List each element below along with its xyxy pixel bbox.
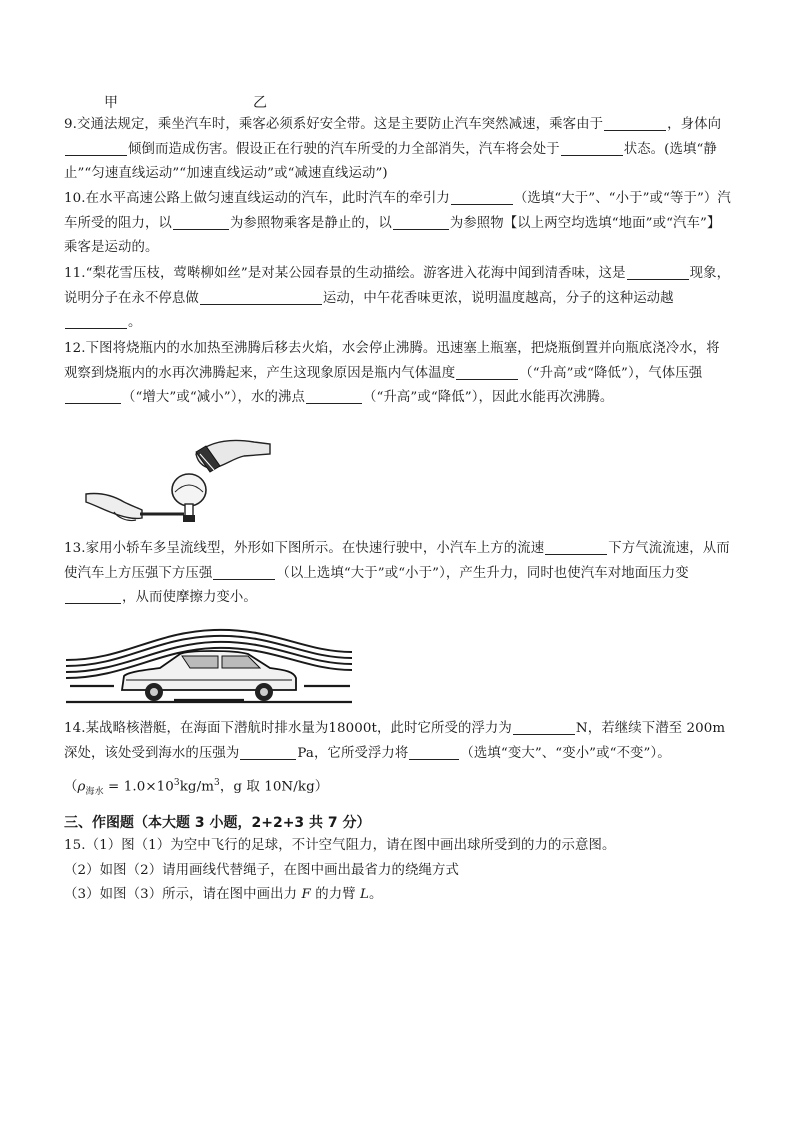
holding-hand-icon	[86, 493, 184, 520]
answer-blank[interactable]	[65, 587, 121, 604]
section-title: 三、作图题（本大题 3 小题，2+2+3 共 7 分）	[64, 815, 371, 831]
flask-cooling-figure	[84, 432, 274, 527]
caption-right: 乙	[253, 95, 267, 111]
answer-blank[interactable]	[200, 288, 322, 305]
question-12: 12.下图将烧瓶内的水加热至沸腾后移去火焰，水会停止沸腾。迅速塞上瓶塞，把烧瓶倒置并向瓶底浇冷水，将观察到烧瓶内的水再次沸腾起来，产生这现象原因是瓶内气体温度 （“升高”或“降低”），气体压强（“增大”或“减小”），水的沸点 （“升高”或“降低”），因此水能再次沸腾。	[64, 341, 720, 405]
answer-blank[interactable]	[213, 563, 275, 580]
answer-blank[interactable]	[65, 139, 127, 156]
answer-blank[interactable]	[456, 363, 518, 380]
answer-blank[interactable]	[545, 538, 607, 555]
answer-blank[interactable]	[409, 743, 459, 760]
question-15: 15.（1）图（1）为空中飞行的足球，不计空气阻力，请在图中画出球所受到的力的示意图。 （2）如图（2）请用画线代替绳子，在图中画出最省力的绕绳方式 （3）如图（3）所示，请在图中画出力 F 的力臂 L。	[64, 838, 616, 902]
question-10: 10.在水平高速公路上做匀速直线运动的汽车，此时汽车的牵引力 （选填“大于”、“小于”或“等于”）汽车所受的阻力，以 为参照物乘客是静止的，以 为参照物【以上两空均选填“地面”或“汽车”】乘客是运动的。	[64, 187, 732, 261]
pouring-hand-icon	[196, 441, 270, 473]
answer-blank[interactable]	[513, 718, 575, 735]
answer-blank[interactable]	[393, 213, 449, 230]
question-11: 11.“梨花雪压枝，莺啭柳如丝”是对某公园春景的生动描绘。游客进入花海中闻到清香味，这是 现象，说明分子在永不停息做 运动，中午花香味更浓，说明温度越高，分子的这种运动越。	[64, 262, 732, 336]
question-9: 9.交通法规定，乘坐汽车时，乘客必须系好安全带。这是主要防止汽车突然减速，乘客由于 ，身体向倾倒而造成伤害。假设正在行驶的汽车所受的力全部消失，汽车将会处于 状态。(选填“静止”“匀速直线运动”“加速直线运动”或“减速直线运动”)	[64, 113, 732, 187]
car-icon	[122, 651, 296, 701]
answer-blank[interactable]	[627, 263, 689, 280]
answer-blank[interactable]	[561, 139, 623, 156]
question-14-given: （$\rho_{海水} = 1.0\times 10^3kg/m^3$，g 取 10N/kg）	[64, 778, 329, 798]
answer-blank[interactable]	[173, 213, 229, 230]
answer-blank[interactable]	[65, 387, 121, 404]
answer-blank[interactable]	[306, 387, 362, 404]
answer-blank[interactable]	[240, 743, 296, 760]
car-airflow-figure	[64, 622, 354, 706]
question-14: 14.某战略核潜艇，在海面下潜航时排水量为18000t，此时它所受的浮力为 N，若继续下潜至 200m 深处，该处受到海水的压强为 Pa，它所受浮力将 （选填“变大”、“变小”或“不变”）。	[64, 717, 732, 766]
answer-blank[interactable]	[65, 312, 127, 329]
answer-blank[interactable]	[451, 188, 513, 205]
caption-left: 甲	[104, 95, 118, 111]
answer-blank[interactable]	[604, 114, 666, 131]
question-13: 13.家用小轿车多呈流线型，外形如下图所示。在快速行驶中，小汽车上方的流速 下方气流流速，从而使汽车上方压强下方压强 （以上选填“大于”或“小于”），产生升力，同时也使汽车对地面压力变，从而使摩擦力变小。	[64, 537, 732, 611]
